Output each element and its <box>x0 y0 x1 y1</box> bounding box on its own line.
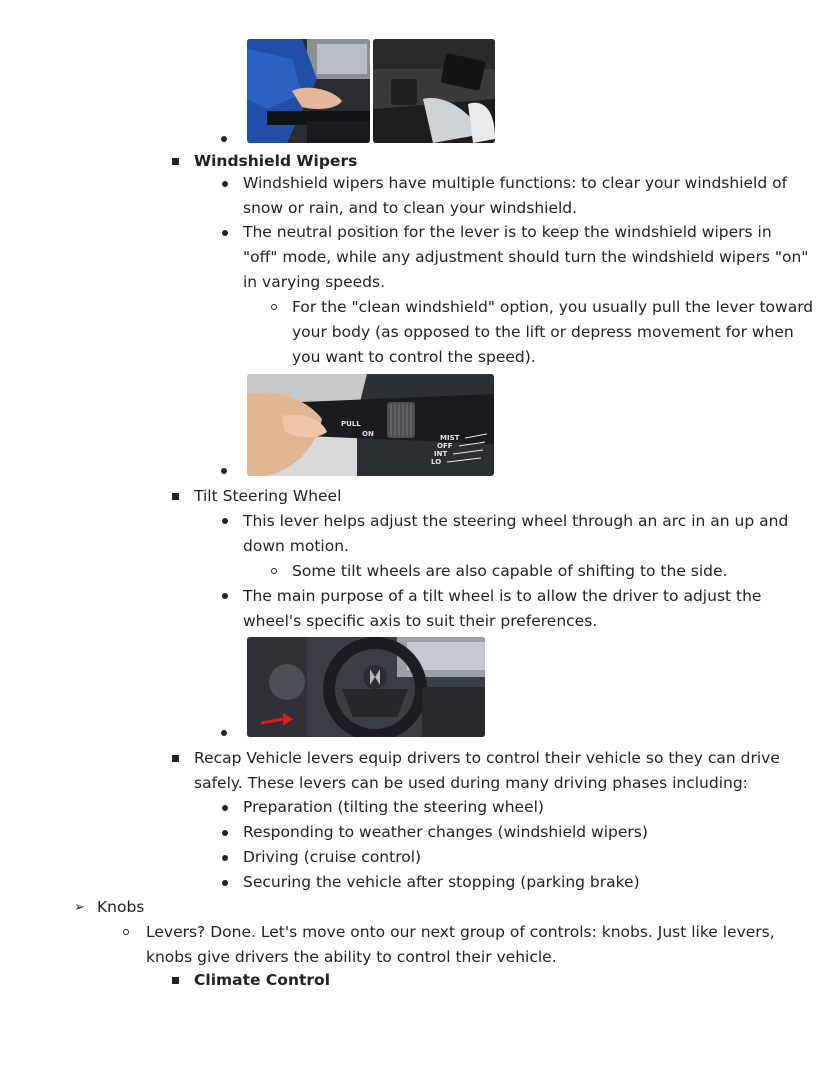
text-line: in varying speeds. <box>243 273 385 291</box>
section-heading-wipers: Windshield Wipers <box>194 152 358 170</box>
text-line: For the "clean windshield" option, you usually pull the lever toward <box>292 298 814 316</box>
lever-label-on: ON <box>362 430 374 438</box>
text-line: your body (as opposed to the lift or depress movement for when <box>292 323 794 341</box>
text-line: down motion. <box>243 537 349 555</box>
list-bullet <box>222 880 228 886</box>
list-bullet <box>222 593 228 599</box>
lever-label-lo: LO <box>431 458 442 466</box>
brake-pedal-photo <box>373 39 495 143</box>
lever-label-pull: PULL <box>341 420 361 428</box>
parking-brake-hand-photo <box>247 39 370 143</box>
list-bullet <box>271 304 277 310</box>
text-line: Recap Vehicle levers equip drivers to control their vehicle so they can drive <box>194 749 780 767</box>
section-heading-climate: Climate Control <box>194 971 331 989</box>
text-line: The neutral position for the lever is to keep the windshield wipers in <box>243 223 772 241</box>
list-bullet <box>271 568 277 574</box>
section-heading-tilt: Tilt Steering Wheel <box>194 487 342 505</box>
list-bullet <box>221 730 227 736</box>
list-bullet <box>172 158 179 165</box>
list-bullet <box>221 136 227 142</box>
list-bullet <box>123 929 129 935</box>
text-line: Some tilt wheels are also capable of shifting to the side. <box>292 562 728 580</box>
lever-label-int: INT <box>434 450 448 458</box>
text-line: "off" mode, while any adjustment should turn the windshield wipers "on" <box>243 248 809 266</box>
text-line: safely. These levers can be used during many driving phases including: <box>194 774 748 792</box>
list-bullet <box>222 855 228 861</box>
lever-label-off: OFF <box>437 442 453 450</box>
list-bullet <box>222 181 228 187</box>
list-item: Securing the vehicle after stopping (parking brake) <box>243 873 640 891</box>
list-bullet <box>172 493 179 500</box>
text-line: The main purpose of a tilt wheel is to allow the driver to adjust the <box>243 587 762 605</box>
section-heading-knobs: Knobs <box>97 898 145 916</box>
wiper-lever-photo <box>247 374 494 476</box>
list-item: Driving (cruise control) <box>243 848 422 866</box>
lever-label-mist: MIST <box>440 434 460 442</box>
arrow-bullet-icon: ➢ <box>74 900 85 915</box>
tilt-steering-photo <box>247 637 485 737</box>
text-line: Levers? Done. Let's move onto our next group of controls: knobs. Just like levers, <box>146 923 775 941</box>
text-line: knobs give drivers the ability to control their vehicle. <box>146 948 557 966</box>
text-line: wheel's specific axis to suit their preferences. <box>243 612 598 630</box>
text-line: snow or rain, and to clean your windshield. <box>243 199 578 217</box>
text-line: Windshield wipers have multiple functions: to clear your windshield of <box>243 174 788 192</box>
text-line: This lever helps adjust the steering wheel through an arc in an up and <box>243 512 789 530</box>
text-line: you want to control the speed). <box>292 348 536 366</box>
list-item: Preparation (tilting the steering wheel) <box>243 798 544 816</box>
list-bullet <box>222 830 228 836</box>
list-bullet <box>222 805 228 811</box>
list-bullet <box>221 468 227 474</box>
list-bullet <box>172 977 179 984</box>
list-bullet <box>222 230 228 236</box>
list-bullet <box>172 755 179 762</box>
list-bullet <box>222 518 228 524</box>
list-item: Responding to weather changes (windshield wipers) <box>243 823 648 841</box>
